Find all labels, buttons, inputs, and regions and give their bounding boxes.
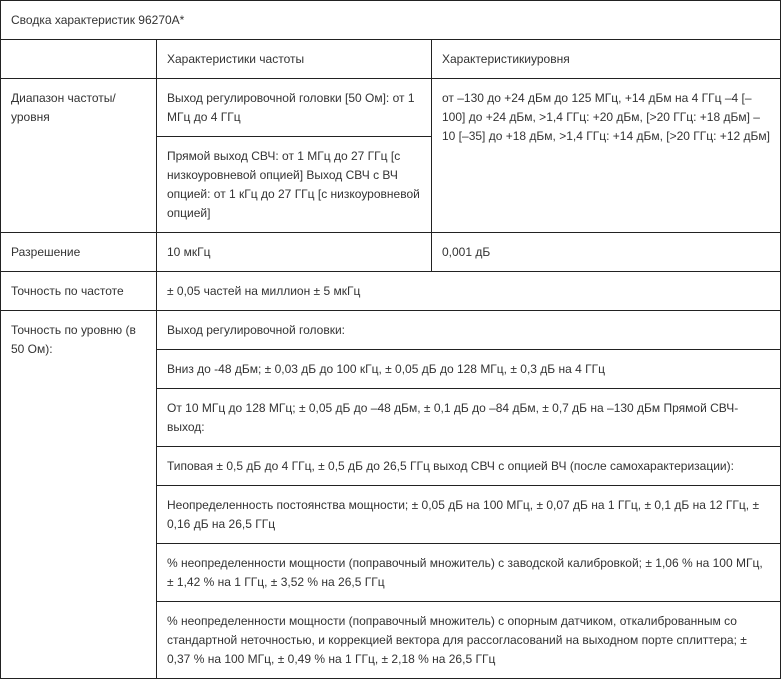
cell-level-accuracy-item: От 10 МГц до 128 МГц; ± 0,05 дБ до –48 дБм, ± 0,1 дБ до –84 дБм, ± 0,7 дБ на –130 дБм Прямой СВЧ-выход: (157, 389, 781, 447)
table-row (1, 311, 781, 350)
header-level-characteristics: Характеристикиуровня (432, 40, 781, 79)
cell-level-accuracy-item: Типовая ± 0,5 дБ до 4 ГГц, ± 0,5 дБ до 26,5 ГГц выход СВЧ с опцией ВЧ (после самохарактеризации): (157, 447, 781, 486)
cell-level-accuracy-item: Неопределенность постоянства мощности; ± 0,05 дБ на 100 МГц, ± 0,07 дБ на 1 ГГц, ± 0,1 дБ на 12 ГГц, ± 0,16 дБ на 26,5 ГГц (157, 486, 781, 544)
table-row (1, 233, 781, 272)
table-caption-row (1, 1, 781, 40)
table-header-row (1, 40, 781, 79)
row-label-freq-range: Диапазон частоты/уровня (1, 79, 157, 233)
row-label-freq-accuracy: Точность по частоте (1, 272, 157, 311)
cell-level-accuracy-item: % неопределенности мощности (поправочный множитель) с заводской калибровкой; ± 1,06 % на 100 МГц, ± 1,42 % на 1 ГГц, ± 3,52 % на 26,5 ГГц (157, 544, 781, 602)
cell-freq-range-leveling-head: Выход регулировочной головки [50 Ом]: от 1 МГц до 4 ГГц (157, 79, 432, 137)
row-label-level-accuracy: Точность по уровню (в 50 Ом): (1, 311, 157, 679)
cell-level-accuracy-item: Выход регулировочной головки: (157, 311, 781, 350)
cell-level-range: от –130 до +24 дБм до 125 МГц, +14 дБм на 4 ГГц –4 [–100] до +24 дБм, >1,4 ГГц: +20 дБм, [>20 ГГц: +18 дБм] –10 [–35] до +18 дБм, >1,4 ГГц: +14 дБм, [>20 ГГц: +12 дБм] (432, 79, 781, 233)
cell-resolution-level: 0,001 дБ (432, 233, 781, 272)
cell-level-accuracy-item: Вниз до -48 дБм; ± 0,03 дБ до 100 кГц, ± 0,05 дБ до 128 МГц, ± 0,3 дБ на 4 ГГц (157, 350, 781, 389)
cell-freq-accuracy: ± 0,05 частей на миллион ± 5 мкГц (157, 272, 781, 311)
header-empty-cell (1, 40, 157, 79)
table-row (1, 79, 781, 137)
cell-level-accuracy-item: % неопределенности мощности (поправочный множитель) с опорным датчиком, откалиброванным со стандартной неточностью, и коррекцией вектора для рассогласований на выходном порте сплиттера; ± 0,37 % на 100 МГц, ± 0,49 % на 1 ГГц, ± 2,18 % на 26,5 ГГц (157, 602, 781, 679)
table-caption: Сводка характеристик 96270A* (1, 1, 781, 40)
cell-resolution-freq: 10 мкГц (157, 233, 432, 272)
header-frequency-characteristics: Характеристики частоты (157, 40, 432, 79)
cell-freq-range-microwave: Прямой выход СВЧ: от 1 МГц до 27 ГГц [с низкоуровневой опцией] Выход СВЧ с ВЧ опцией: от 1 кГц до 27 ГГц [с низкоуровневой опцией] (157, 137, 432, 233)
table-row (1, 272, 781, 311)
row-label-resolution: Разрешение (1, 233, 157, 272)
